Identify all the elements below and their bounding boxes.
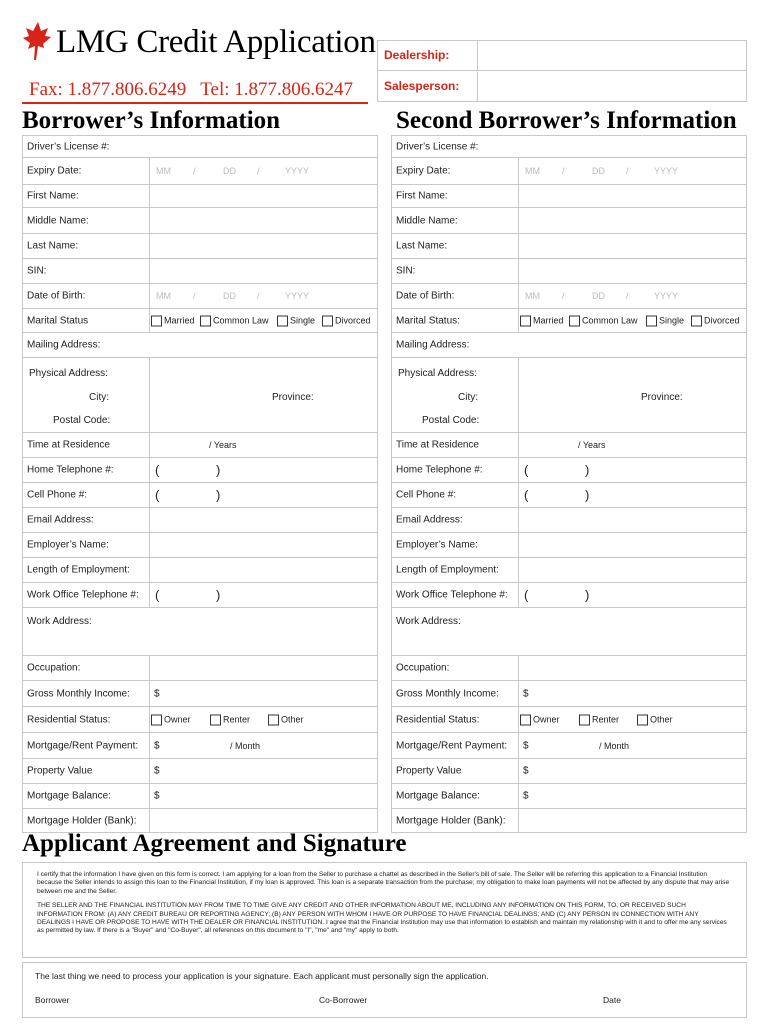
- gross-monthly-income-field[interactable]: Gross Monthly Income: $: [392, 681, 746, 707]
- renter-checkbox[interactable]: Renter: [579, 714, 619, 725]
- work-telephone-field[interactable]: Work Office Telephone #: ( ): [23, 583, 377, 608]
- province-label: Province:: [272, 392, 314, 403]
- renter-checkbox[interactable]: Renter: [210, 714, 250, 725]
- date-of-birth-field[interactable]: Date of Birth: MM / DD / YYYY: [392, 284, 746, 309]
- field-label: Work Office Telephone #:: [396, 589, 508, 601]
- field-label: Mortgage Holder (Bank):: [27, 815, 137, 826]
- field-label: Cell Phone #:: [396, 489, 457, 501]
- signature-box: [22, 962, 747, 1018]
- postal-code-label: Postal Code:: [53, 415, 111, 426]
- field-label: Time at Residence: [27, 439, 110, 451]
- occupation-field[interactable]: [392, 656, 746, 681]
- married-checkbox[interactable]: Married: [520, 315, 564, 326]
- maple-leaf-logo-icon: [22, 20, 52, 62]
- city-label: City:: [458, 392, 478, 403]
- employer-name-field[interactable]: [392, 533, 746, 558]
- agreement-paragraph-2: THE SELLER AND THE FINANCIAL INSTITUTION MAY FROM TIME TO TIME GIVE ANY CREDIT AND OTHER INFORMATION ABOUT ME, INCLUDING ANY INFORMATION ON THIS FORM, TO, OR RECEIVED SUCH INFORMATION FROM: (A) ANY CREDIT BUREAU OR REPORTING AGENCY; (B) ANY PERSON WITH WHOM I HAVE OR PURPOSE TO HAVE FINANCIAL DEALINGS; AND (C) ANY PERSON IN CONNECTION WITH ANY DEALINGS I HAVE OR PROPOSE TO HAVE WITH THE DEALER OR FINANCIAL INSTITUTION. I agree that the Financial Institution may use that information to establish and maintain my relationship with it and to offer me any services as permitted by law. If there is a "Buyer" and "Co-Buyer", all references on this document to "I", "me" and "my" apply to both.: [37, 902, 727, 935]
- field-label: Middle Name:: [396, 215, 458, 226]
- property-value-field[interactable]: Property Value $: [23, 759, 377, 784]
- mailing-address-field[interactable]: [392, 333, 746, 358]
- field-label: Home Telephone #:: [396, 464, 483, 476]
- field-label: Email Address:: [27, 514, 94, 526]
- field-label: Mortgage Balance:: [396, 790, 480, 802]
- city-label: City:: [89, 392, 109, 403]
- other-checkbox[interactable]: Other: [268, 714, 304, 725]
- physical-address-block[interactable]: [392, 358, 746, 433]
- page-title: LMG Credit Application: [56, 24, 376, 60]
- last-name-field[interactable]: [392, 234, 746, 259]
- fax-number: Fax: 1.877.806.6249: [29, 79, 187, 100]
- field-label: SIN:: [27, 265, 47, 277]
- agreement-text-box: [22, 862, 747, 958]
- single-checkbox[interactable]: Single: [277, 315, 315, 326]
- date-signature-label[interactable]: Date: [603, 995, 621, 1005]
- borrower-form: [22, 135, 378, 833]
- mortgage-balance-field[interactable]: Mortgage Balance: $: [392, 784, 746, 809]
- mortgage-holder-field[interactable]: [392, 809, 746, 833]
- field-label: Cell Phone #:: [27, 489, 88, 501]
- last-name-field[interactable]: [23, 234, 377, 259]
- field-label: Marital Status:: [396, 315, 460, 326]
- month-placeholder: MM: [156, 166, 171, 176]
- field-label: Expiry Date:: [27, 165, 82, 177]
- mortgage-balance-field[interactable]: Mortgage Balance: $: [23, 784, 377, 809]
- field-label: Time at Residence: [396, 439, 479, 451]
- signature-message: The last thing we need to process your application is your signature. Each applicant must personally sign the application.: [35, 971, 489, 981]
- field-label: Marital Status: [27, 315, 89, 326]
- physical-address-label: Physical Address:: [29, 368, 108, 379]
- field-label: Employer’s Name:: [27, 539, 109, 551]
- field-label: Date of Birth:: [396, 290, 455, 302]
- field-label: Employer’s Name:: [396, 539, 478, 551]
- field-label: Work Office Telephone #:: [27, 589, 139, 601]
- field-label: Last Name:: [396, 240, 448, 252]
- field-label: First Name:: [396, 190, 448, 202]
- employer-name-field[interactable]: [23, 533, 377, 558]
- field-label: Email Address:: [396, 514, 463, 526]
- divorced-checkbox[interactable]: Divorced: [691, 315, 740, 326]
- province-label: Province:: [641, 392, 683, 403]
- dealership-row[interactable]: [378, 41, 746, 71]
- field-label: Work Address:: [396, 616, 461, 627]
- physical-address-block[interactable]: [23, 358, 377, 433]
- field-label: Occupation:: [396, 662, 450, 674]
- field-label: Mortgage/Rent Payment:: [27, 740, 139, 751]
- field-label: SIN:: [396, 265, 416, 277]
- agreement-paragraph-1: I certify that the information I have given on this form is correct. I am applying for a loan from the Seller to purchase a chattel as described in the Seller's bill of sale. The Seller will be referring this application to a Financial Institution because the Seller intends to assign this loan to the Financial Institution, if my loan is approved. This loan is a separate transaction from the purchase; my obligation to make loan payments will not be affected by any dispute that may arise between me and the Seller.: [37, 871, 730, 895]
- tel-number: Tel: 1.877.806.6247: [200, 79, 354, 100]
- owner-checkbox[interactable]: Owner: [151, 714, 191, 725]
- home-telephone-field[interactable]: Home Telephone #: ( ): [392, 458, 746, 483]
- field-label: Middle Name:: [27, 215, 89, 226]
- occupation-field[interactable]: [23, 656, 377, 681]
- borrower-section-title: Borrower’s Information: [22, 107, 281, 134]
- drivers-license-field[interactable]: [23, 136, 377, 158]
- field-label: Property Value: [27, 765, 93, 777]
- residential-status-field: [392, 707, 746, 733]
- mortgage-rent-payment-field[interactable]: Mortgage/Rent Payment: $ / Month: [23, 733, 377, 759]
- field-label: Length of Employment:: [396, 564, 499, 576]
- second-borrower-form: [391, 135, 747, 833]
- middle-name-field[interactable]: [392, 208, 746, 234]
- work-address-field[interactable]: [23, 608, 377, 656]
- field-label: Last Name:: [27, 240, 79, 252]
- agreement-section-title: Applicant Agreement and Signature: [22, 830, 407, 857]
- field-label: Mortgage Holder (Bank):: [396, 815, 506, 826]
- dealership-label: Dealership:: [378, 41, 478, 70]
- field-label: Expiry Date:: [396, 165, 451, 177]
- field-label: Property Value: [396, 765, 462, 777]
- length-of-employment-field[interactable]: [392, 558, 746, 583]
- common-law-checkbox[interactable]: Common Law: [569, 315, 638, 326]
- email-field[interactable]: [392, 508, 746, 533]
- time-at-residence-field[interactable]: Time at Residence / Years: [392, 433, 746, 458]
- field-label: Mortgage/Rent Payment:: [396, 740, 508, 751]
- length-of-employment-field[interactable]: [23, 558, 377, 583]
- physical-address-label: Physical Address:: [398, 368, 477, 379]
- residential-status-field: [23, 707, 377, 733]
- field-label: Gross Monthly Income:: [396, 688, 499, 699]
- field-label: Residential Status:: [27, 714, 111, 725]
- salesperson-row[interactable]: [378, 72, 746, 102]
- field-label: First Name:: [27, 190, 79, 202]
- expiry-date-field[interactable]: Expiry Date: MM / DD / YYYY: [23, 158, 377, 185]
- first-name-field[interactable]: [23, 185, 377, 208]
- postal-code-label: Postal Code:: [422, 415, 480, 426]
- expiry-date-field[interactable]: Expiry Date: MM / DD / YYYY: [392, 158, 746, 185]
- home-telephone-field[interactable]: Home Telephone #: ( ): [23, 458, 377, 483]
- marital-status-field: [23, 309, 377, 333]
- sin-field[interactable]: [23, 259, 377, 284]
- field-label: Work Address:: [27, 616, 92, 627]
- gross-monthly-income-field[interactable]: Gross Monthly Income: $: [23, 681, 377, 707]
- married-checkbox[interactable]: Married: [151, 315, 195, 326]
- drivers-license-field[interactable]: [392, 136, 746, 158]
- field-label: Date of Birth:: [27, 290, 86, 302]
- contact-line: [29, 79, 353, 101]
- year-placeholder: YYYY: [285, 166, 310, 176]
- work-address-field[interactable]: [392, 608, 746, 656]
- field-label: Driver’s License #:: [27, 141, 110, 152]
- email-field[interactable]: [23, 508, 377, 533]
- day-placeholder: DD: [223, 166, 236, 176]
- sin-field[interactable]: [392, 259, 746, 284]
- work-telephone-field[interactable]: Work Office Telephone #: ( ): [392, 583, 746, 608]
- marital-status-field: [392, 309, 746, 333]
- field-label: Home Telephone #:: [27, 464, 114, 476]
- salesperson-label: Salesperson:: [378, 72, 478, 102]
- co-borrower-signature-label[interactable]: Co-Borrower: [319, 995, 368, 1005]
- dealer-box: [377, 40, 747, 102]
- date-of-birth-field[interactable]: Date of Birth: MM / DD / YYYY: [23, 284, 377, 309]
- mailing-address-field[interactable]: [23, 333, 377, 358]
- field-label: Occupation:: [27, 662, 81, 674]
- second-borrower-section-title: Second Borrower’s Information: [396, 107, 737, 134]
- field-label: Mailing Address:: [27, 339, 101, 351]
- divorced-checkbox[interactable]: Divorced: [322, 315, 371, 326]
- field-label: Mailing Address:: [396, 339, 470, 351]
- field-label: Gross Monthly Income:: [27, 688, 130, 699]
- time-at-residence-field[interactable]: Time at Residence / Years: [23, 433, 377, 458]
- mortgage-rent-payment-field[interactable]: Mortgage/Rent Payment: $ / Month: [392, 733, 746, 759]
- middle-name-field[interactable]: [23, 208, 377, 234]
- single-checkbox[interactable]: Single: [646, 315, 684, 326]
- cell-phone-field[interactable]: Cell Phone #: ( ): [392, 483, 746, 508]
- cell-phone-field[interactable]: Cell Phone #: ( ): [23, 483, 377, 508]
- field-label: Driver’s License #:: [396, 141, 479, 152]
- field-label: Mortgage Balance:: [27, 790, 111, 802]
- borrower-signature-label[interactable]: Borrower: [35, 995, 70, 1005]
- first-name-field[interactable]: [392, 185, 746, 208]
- field-label: Residential Status:: [396, 714, 480, 725]
- field-label: Length of Employment:: [27, 564, 130, 576]
- other-checkbox[interactable]: Other: [637, 714, 673, 725]
- owner-checkbox[interactable]: Owner: [520, 714, 560, 725]
- header-divider: [22, 102, 368, 104]
- common-law-checkbox[interactable]: Common Law: [200, 315, 269, 326]
- property-value-field[interactable]: Property Value $: [392, 759, 746, 784]
